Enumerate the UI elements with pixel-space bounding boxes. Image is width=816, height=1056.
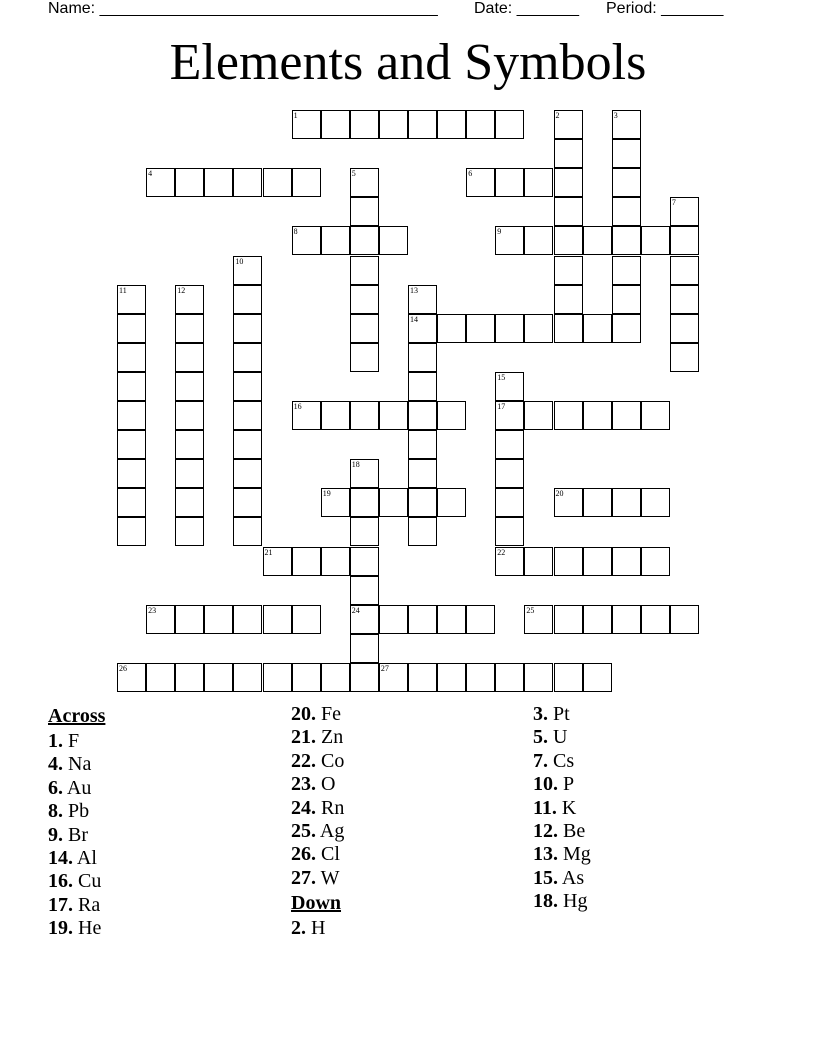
grid-cell[interactable]	[612, 605, 641, 634]
grid-cell[interactable]	[466, 110, 495, 139]
grid-cell[interactable]	[233, 285, 262, 314]
clue-column-2	[291, 703, 511, 941]
grid-cell[interactable]	[117, 285, 146, 314]
grid-cell[interactable]	[146, 605, 175, 634]
clue-item-number: 6.	[48, 776, 63, 799]
grid-cell[interactable]	[495, 110, 524, 139]
grid-cell[interactable]	[408, 605, 437, 634]
grid-cell[interactable]	[233, 314, 262, 343]
clue-item	[291, 867, 511, 890]
grid-cell[interactable]	[612, 256, 641, 285]
clue-item-number: 22.	[291, 749, 316, 772]
clue-item	[48, 847, 268, 870]
grid-cell[interactable]	[408, 372, 437, 401]
grid-cell[interactable]	[350, 168, 379, 197]
clue-number: 9	[497, 227, 502, 237]
clue-item-number: 25.	[291, 819, 316, 842]
grid-cell[interactable]	[495, 547, 524, 576]
grid-cell[interactable]	[292, 110, 321, 139]
clue-item-text: Ag	[319, 819, 345, 842]
grid-cell[interactable]	[554, 605, 583, 634]
clue-number: 15	[497, 372, 506, 382]
grid-cell[interactable]	[612, 488, 641, 517]
grid-cell[interactable]	[524, 663, 553, 692]
clue-item	[533, 703, 753, 726]
grid-cell[interactable]	[175, 605, 204, 634]
grid-cell[interactable]	[524, 226, 553, 255]
grid-cell[interactable]	[408, 285, 437, 314]
grid-cell[interactable]	[495, 430, 524, 459]
clue-item	[48, 800, 268, 823]
grid-cell[interactable]	[175, 372, 204, 401]
clue-number: 23	[148, 605, 157, 615]
grid-cell[interactable]	[495, 401, 524, 430]
grid-cell[interactable]	[495, 226, 524, 255]
grid-cell[interactable]	[437, 110, 466, 139]
grid-cell[interactable]	[554, 197, 583, 226]
grid-cell[interactable]	[379, 663, 408, 692]
down-heading: Down	[291, 892, 342, 915]
grid-cell[interactable]	[612, 110, 641, 139]
grid-cell[interactable]	[350, 459, 379, 488]
clue-number: 12	[177, 285, 186, 295]
grid-cell[interactable]	[670, 197, 699, 226]
clue-item-number: 27.	[291, 866, 316, 889]
grid-cell[interactable]	[292, 168, 321, 197]
clue-number: 10	[235, 256, 244, 266]
grid-cell[interactable]	[350, 110, 379, 139]
grid-cell[interactable]	[670, 226, 699, 255]
grid-cell[interactable]	[612, 314, 641, 343]
clue-item-number: 19.	[48, 917, 73, 940]
clue-number: 18	[351, 460, 360, 470]
grid-cell[interactable]	[350, 197, 379, 226]
grid-cell[interactable]	[117, 663, 146, 692]
grid-cell[interactable]	[117, 401, 146, 430]
grid-cell[interactable]	[495, 517, 524, 546]
grid-cell[interactable]	[612, 226, 641, 255]
clue-item-text: Fe	[321, 703, 341, 725]
grid-cell[interactable]	[350, 488, 379, 517]
grid-cell[interactable]	[408, 110, 437, 139]
clue-item-number: 14.	[48, 846, 73, 869]
grid-cell[interactable]	[233, 372, 262, 401]
clue-item	[291, 750, 511, 773]
grid-cell[interactable]	[175, 285, 204, 314]
clue-item	[533, 843, 753, 866]
clue-number: 3	[613, 111, 618, 120]
grid-cell[interactable]	[379, 401, 408, 430]
grid-cell[interactable]	[233, 343, 262, 372]
grid-cell[interactable]	[495, 168, 524, 197]
grid-cell[interactable]	[612, 197, 641, 226]
clue-item	[533, 773, 753, 796]
grid-cell[interactable]	[466, 663, 495, 692]
clue-number: 24	[351, 605, 360, 615]
name-field-label: Name: ______________________________________	[48, 0, 438, 17]
grid-cell[interactable]	[263, 547, 292, 576]
clue-item-text: Al	[76, 846, 97, 869]
clue-item-text: Br	[68, 823, 88, 846]
clue-number: 14	[410, 314, 418, 324]
clue-number: 20	[555, 489, 564, 499]
grid-cell[interactable]	[379, 110, 408, 139]
grid-cell[interactable]	[524, 401, 553, 430]
clue-item-text: Pt	[553, 703, 570, 725]
grid-cell[interactable]	[350, 226, 379, 255]
grid-cell[interactable]	[233, 663, 262, 692]
grid-cell[interactable]	[292, 401, 321, 430]
grid-cell[interactable]	[408, 488, 437, 517]
clue-item-number: 20.	[291, 703, 316, 725]
clue-item	[291, 820, 511, 843]
clue-item-number: 1.	[48, 730, 63, 752]
grid-cell[interactable]	[670, 256, 699, 285]
grid-cell[interactable]	[495, 314, 524, 343]
grid-cell[interactable]	[495, 372, 524, 401]
clue-item-number: 15.	[533, 866, 558, 889]
grid-cell[interactable]	[554, 401, 583, 430]
grid-cell[interactable]	[495, 663, 524, 692]
grid-cell[interactable]	[524, 168, 553, 197]
grid-cell[interactable]	[117, 372, 146, 401]
clue-number: 5	[351, 169, 356, 179]
grid-cell[interactable]	[408, 663, 437, 692]
grid-cell[interactable]	[379, 605, 408, 634]
clue-item	[48, 730, 268, 753]
grid-cell[interactable]	[321, 663, 350, 692]
grid-cell[interactable]	[408, 459, 437, 488]
grid-cell[interactable]	[175, 488, 204, 517]
grid-cell[interactable]	[554, 168, 583, 197]
grid-cell[interactable]	[350, 401, 379, 430]
grid-cell[interactable]	[466, 168, 495, 197]
grid-cell[interactable]	[583, 314, 612, 343]
clue-item-number: 24.	[291, 796, 316, 819]
clue-item-number: 13.	[533, 843, 558, 866]
clue-item-text: Cu	[78, 870, 102, 893]
clue-number: 25	[526, 605, 535, 615]
clue-item-number: 10.	[533, 773, 558, 796]
grid-cell[interactable]	[437, 488, 466, 517]
clue-item	[291, 843, 511, 866]
grid-cell[interactable]	[350, 605, 379, 634]
grid-cell[interactable]	[583, 226, 612, 255]
grid-cell[interactable]	[554, 256, 583, 285]
clue-item	[533, 797, 753, 820]
grid-cell[interactable]	[408, 401, 437, 430]
grid-cell[interactable]	[524, 547, 553, 576]
clue-item-text: K	[561, 796, 577, 819]
grid-cell[interactable]	[175, 343, 204, 372]
clue-item-number: 21.	[291, 726, 316, 749]
grid-cell[interactable]	[350, 314, 379, 343]
grid-cell[interactable]	[466, 605, 495, 634]
page-title: Elements and Symbols	[169, 34, 647, 91]
clue-item-number: 11.	[533, 796, 557, 819]
grid-cell[interactable]	[437, 605, 466, 634]
clue-item-text: W	[320, 866, 340, 889]
grid-cell[interactable]	[612, 285, 641, 314]
grid-cell[interactable]	[175, 663, 204, 692]
grid-cell[interactable]	[117, 343, 146, 372]
grid-cell[interactable]	[175, 517, 204, 546]
grid-cell[interactable]	[408, 314, 437, 343]
grid-cell[interactable]	[641, 226, 670, 255]
grid-cell[interactable]	[263, 605, 292, 634]
grid-cell[interactable]	[204, 605, 233, 634]
clue-item	[533, 867, 753, 890]
clue-item-text: Co	[321, 749, 345, 772]
grid-cell[interactable]	[641, 488, 670, 517]
clue-item	[533, 820, 753, 843]
clue-number: 7	[671, 198, 676, 208]
clue-item-number: 23.	[291, 773, 316, 796]
across-heading: Across	[48, 705, 106, 727]
clue-item-number: 2.	[291, 917, 306, 940]
clue-item	[48, 894, 268, 917]
grid-cell[interactable]	[117, 459, 146, 488]
grid-cell[interactable]	[233, 430, 262, 459]
clue-item-number: 7.	[533, 749, 548, 772]
grid-cell[interactable]	[583, 401, 612, 430]
grid-cell[interactable]	[350, 256, 379, 285]
grid-cell[interactable]	[641, 547, 670, 576]
clue-number: 22	[497, 547, 506, 557]
grid-cell[interactable]	[117, 488, 146, 517]
clue-number: 8	[293, 227, 298, 237]
clue-item	[48, 824, 268, 847]
clue-item-number: 3.	[533, 703, 548, 725]
clue-item-text: O	[321, 773, 336, 796]
clue-item-text: Na	[68, 753, 92, 776]
grid-cell[interactable]	[292, 547, 321, 576]
grid-cell[interactable]	[292, 605, 321, 634]
grid-cell[interactable]	[524, 314, 553, 343]
grid-cell[interactable]	[175, 430, 204, 459]
clue-number: 16	[293, 402, 302, 411]
grid-cell[interactable]	[612, 139, 641, 168]
grid-cell[interactable]	[321, 110, 350, 139]
clue-item	[48, 753, 268, 776]
clue-item	[533, 890, 753, 913]
clue-item	[291, 726, 511, 749]
grid-cell[interactable]	[408, 517, 437, 546]
grid-cell[interactable]	[321, 226, 350, 255]
grid-cell[interactable]	[233, 488, 262, 517]
grid-cell[interactable]	[350, 547, 379, 576]
grid-cell[interactable]	[466, 314, 495, 343]
clue-item-number: 4.	[48, 753, 63, 776]
grid-cell[interactable]	[204, 663, 233, 692]
clue-number: 13	[410, 285, 418, 295]
grid-cell[interactable]	[554, 488, 583, 517]
grid-cell[interactable]	[583, 663, 612, 692]
clue-item-number: 17.	[48, 893, 73, 916]
clue-item-text: As	[561, 866, 585, 889]
grid-cell[interactable]	[554, 663, 583, 692]
grid-cell[interactable]	[321, 488, 350, 517]
grid-cell[interactable]	[117, 314, 146, 343]
grid-cell[interactable]	[175, 459, 204, 488]
grid-cell[interactable]	[670, 285, 699, 314]
grid-cell[interactable]	[204, 168, 233, 197]
grid-cell[interactable]	[292, 226, 321, 255]
grid-cell[interactable]	[233, 517, 262, 546]
grid-cell[interactable]	[612, 168, 641, 197]
grid-cell[interactable]	[379, 226, 408, 255]
grid-cell[interactable]	[641, 401, 670, 430]
grid-cell[interactable]	[117, 517, 146, 546]
grid-cell[interactable]	[350, 634, 379, 663]
clue-item	[48, 870, 268, 893]
grid-cell[interactable]	[233, 256, 262, 285]
clue-item-text: Be	[563, 819, 586, 842]
clue-item-text: Mg	[563, 843, 591, 866]
grid-cell[interactable]	[292, 663, 321, 692]
grid-cell[interactable]	[175, 168, 204, 197]
clue-item-number: 18.	[533, 890, 558, 913]
clue-item-text: Cs	[553, 749, 575, 772]
clue-number: 21	[264, 547, 273, 557]
clue-number: 1	[293, 111, 298, 120]
clue-item	[533, 726, 753, 749]
clue-number: 27	[380, 663, 389, 673]
grid-cell[interactable]	[117, 430, 146, 459]
clue-number: 4	[148, 169, 153, 179]
clue-item	[533, 750, 753, 773]
grid-cell[interactable]	[350, 576, 379, 605]
clue-item	[291, 703, 511, 726]
grid-cell[interactable]	[321, 401, 350, 430]
grid-cell[interactable]	[408, 343, 437, 372]
grid-cell[interactable]	[583, 605, 612, 634]
grid-cell[interactable]	[175, 314, 204, 343]
clue-item-text: P	[563, 773, 575, 796]
grid-cell[interactable]	[670, 605, 699, 634]
clue-item-number: 9.	[48, 823, 63, 846]
clue-number: 11	[119, 285, 127, 295]
grid-cell[interactable]	[437, 314, 466, 343]
grid-cell[interactable]	[554, 314, 583, 343]
clue-item-text: H	[311, 917, 326, 940]
grid-cell[interactable]	[612, 401, 641, 430]
grid-cell[interactable]	[321, 547, 350, 576]
clue-number: 2	[555, 111, 560, 120]
grid-cell[interactable]	[233, 168, 262, 197]
grid-cell[interactable]	[408, 430, 437, 459]
grid-cell[interactable]	[641, 605, 670, 634]
clue-item-text: Au	[66, 776, 92, 799]
clue-number: 19	[322, 489, 331, 499]
clue-column-3	[533, 703, 753, 914]
grid-cell[interactable]	[437, 663, 466, 692]
grid-cell[interactable]	[612, 547, 641, 576]
clue-item	[291, 773, 511, 796]
grid-cell[interactable]	[146, 168, 175, 197]
clue-item	[48, 777, 268, 800]
clue-number: 6	[468, 169, 473, 179]
clue-item	[291, 797, 511, 820]
clue-item-text: U	[553, 726, 568, 749]
grid-cell[interactable]	[583, 547, 612, 576]
clue-item-text: Rn	[321, 796, 345, 819]
grid-cell[interactable]	[524, 605, 553, 634]
clue-number: 17	[497, 402, 506, 411]
grid-cell[interactable]	[554, 547, 583, 576]
grid-cell[interactable]	[350, 517, 379, 546]
grid-cell[interactable]	[554, 226, 583, 255]
grid-cell[interactable]	[437, 401, 466, 430]
clue-column-1	[48, 703, 268, 941]
clue-item-number: 5.	[533, 726, 548, 749]
grid-cell[interactable]	[670, 343, 699, 372]
grid-cell[interactable]	[554, 110, 583, 139]
clue-item-number: 8.	[48, 800, 63, 823]
grid-cell[interactable]	[554, 139, 583, 168]
grid-cell[interactable]	[233, 459, 262, 488]
grid-cell[interactable]	[263, 168, 292, 197]
clue-item-number: 26.	[291, 843, 316, 866]
date-field-label: Date: _______	[474, 0, 579, 17]
clue-item-text: F	[68, 730, 80, 752]
grid-cell[interactable]	[233, 401, 262, 430]
grid-cell[interactable]	[233, 605, 262, 634]
clue-item	[48, 917, 268, 940]
period-field-label: Period: _______	[606, 0, 724, 17]
clue-item	[291, 917, 511, 940]
grid-cell[interactable]	[146, 663, 175, 692]
grid-cell[interactable]	[263, 663, 292, 692]
grid-cell[interactable]	[495, 488, 524, 517]
clue-item-text: Cl	[321, 843, 340, 866]
clue-item-number: 12.	[533, 819, 558, 842]
grid-cell[interactable]	[583, 488, 612, 517]
clue-item-text: Pb	[68, 800, 90, 823]
clue-item-text: Zn	[321, 726, 344, 749]
clue-item-text: Ra	[78, 893, 101, 916]
grid-cell[interactable]	[670, 314, 699, 343]
clue-item-text: Hg	[563, 890, 588, 913]
clue-number: 26	[119, 663, 127, 673]
grid-cell[interactable]	[350, 663, 379, 692]
grid-cell[interactable]	[495, 459, 524, 488]
clue-item-number: 16.	[48, 870, 73, 893]
grid-cell[interactable]	[350, 285, 379, 314]
grid-cell[interactable]	[554, 285, 583, 314]
grid-cell[interactable]	[379, 488, 408, 517]
clue-item-text: He	[78, 917, 102, 940]
grid-cell[interactable]	[175, 401, 204, 430]
grid-cell[interactable]	[350, 343, 379, 372]
